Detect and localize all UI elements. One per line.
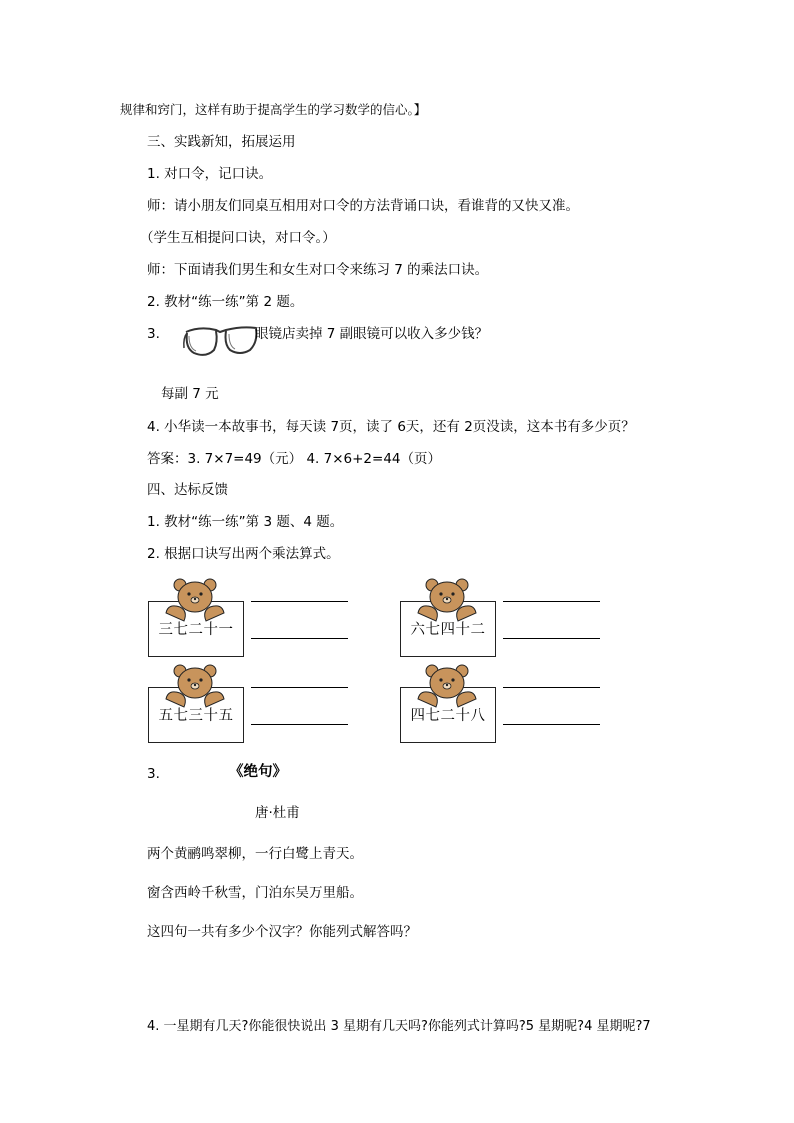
answer-text: 答案：3. 7×7=49（元） 4. 7×6+2=44（页） bbox=[147, 451, 441, 467]
teacher-line-2: 师：下面请我们男生和女生对口令来练习 7 的乘法口诀。 bbox=[147, 262, 489, 278]
intro-text: 规律和窍门，这样有助于提高学生的学习数学的信心。】 bbox=[120, 102, 427, 117]
card-label-3: 五七三十五 bbox=[158, 708, 234, 724]
feedback-item-2: 2. 根据口诀写出两个乘法算式。 bbox=[147, 546, 340, 562]
price-label: 每副 7 元 bbox=[161, 386, 219, 402]
bear-card-3 bbox=[148, 663, 244, 743]
answer-blank[interactable] bbox=[251, 601, 348, 602]
item4-text: 4. 小华读一本故事书，每天读 7页，读了 6天，还有 2页没读，这本书有多少页？ bbox=[147, 419, 635, 435]
answer-blank[interactable] bbox=[503, 724, 600, 725]
item3-text: 眼镜店卖掉 7 副眼镜可以收入多少钱？ bbox=[255, 326, 489, 342]
bear-icon bbox=[414, 663, 480, 709]
teacher-line-1: 师：请小朋友们同桌互相用对口令的方法背诵口诀，看谁背的又快又准。 bbox=[147, 198, 579, 214]
poem-question: 这四句一共有多少个汉字？你能列式解答吗？ bbox=[147, 924, 417, 940]
item3-number: 3. bbox=[147, 326, 160, 342]
student-note: （学生互相提问口诀，对口令。） bbox=[140, 230, 336, 246]
answer-blank[interactable] bbox=[251, 638, 348, 639]
card-label-1: 三七二十一 bbox=[158, 622, 234, 638]
answer-blank[interactable] bbox=[503, 601, 600, 602]
answer-blank[interactable] bbox=[503, 638, 600, 639]
bear-card-1 bbox=[148, 577, 244, 657]
bear-card-2 bbox=[400, 577, 496, 657]
card-label-2: 六七四十二 bbox=[410, 622, 486, 638]
item1-text: 1. 对口令，记口诀。 bbox=[147, 166, 273, 182]
section4-heading: 四、达标反馈 bbox=[147, 482, 228, 498]
item2-text: 2. 教材“练一练”第 2 题。 bbox=[147, 294, 304, 310]
section3-heading: 三、实践新知，拓展运用 bbox=[147, 134, 296, 150]
poem-line-2: 窗含西岭千秋雪，门泊东吴万里船。 bbox=[147, 885, 363, 901]
answer-blank[interactable] bbox=[251, 687, 348, 688]
bear-icon bbox=[162, 577, 228, 623]
poem-line-1: 两个黄鹂鸣翠柳，一行白鹭上青天。 bbox=[147, 846, 363, 862]
last-item: 4. 一星期有几天?你能很快说出 3 星期有几天吗?你能列式计算吗?5 星期呢?4 星期呢?7 bbox=[147, 1019, 651, 1034]
poem-number: 3. bbox=[147, 766, 160, 782]
bear-card-4 bbox=[400, 663, 496, 743]
bear-icon bbox=[414, 577, 480, 623]
glasses-icon bbox=[180, 322, 260, 360]
answer-blank[interactable] bbox=[503, 687, 600, 688]
answer-blank[interactable] bbox=[251, 724, 348, 725]
poem-title: 《绝句》 bbox=[229, 764, 287, 780]
poem-author: 唐·杜甫 bbox=[255, 805, 300, 821]
card-label-4: 四七二十八 bbox=[410, 708, 486, 724]
feedback-item-1: 1. 教材“练一练”第 3 题、4 题。 bbox=[147, 514, 344, 530]
bear-icon bbox=[162, 663, 228, 709]
